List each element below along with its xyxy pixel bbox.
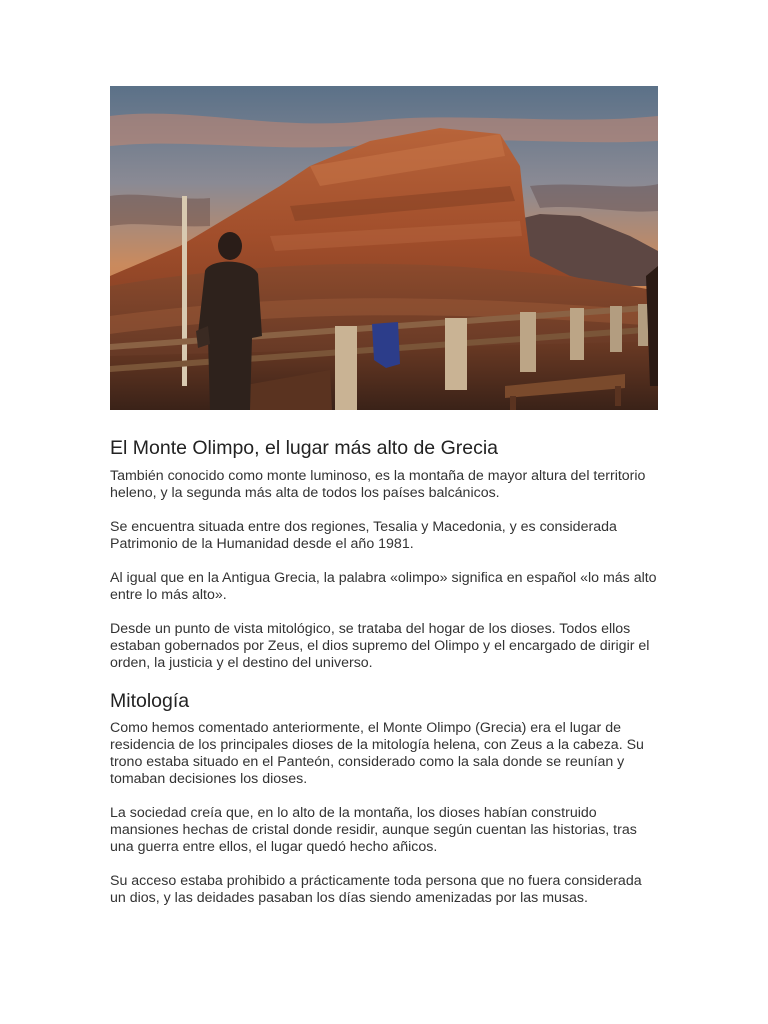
intro-paragraph: Se encuentra situada entre dos regiones, Tesalia y Macedonia, y es considerada Patrimonio de la Humanidad desde el año 1981. bbox=[110, 519, 617, 552]
section-paragraph: La sociedad creía que, en lo alto de la montaña, los dioses habían construido mansiones hechas de cristal donde residir, aunque según cuentan las historias, tras una guerra entre ellos, el lugar quedó hecho añicos. bbox=[110, 805, 637, 855]
mitologia-section bbox=[110, 720, 658, 907]
article-title: El Monte Olimpo, el lugar más alto de Grecia bbox=[110, 437, 499, 459]
intro-section bbox=[110, 468, 658, 672]
section-paragraph: Su acceso estaba prohibido a prácticamente toda persona que no fuera considerada un dios, y las deidades pasaban los días siendo amenizadas por las musas. bbox=[110, 873, 642, 906]
section-heading-mitologia: Mitología bbox=[110, 690, 190, 712]
intro-paragraph: También conocido como monte luminoso, es la montaña de mayor altura del territorio heleno, y la segunda más alta de todos los países balcánicos. bbox=[110, 468, 646, 501]
intro-paragraph: Al igual que en la Antigua Grecia, la palabra «olimpo» significa en español «lo más alto entre lo más alto». bbox=[110, 570, 657, 603]
intro-paragraph: Desde un punto de vista mitológico, se trataba del hogar de los dioses. Todos ellos estaban gobernados por Zeus, el dios supremo del Olimpo y el encargado de dirigir el orden, la justicia y el destino del universo. bbox=[110, 621, 650, 671]
mount-olympus-photo bbox=[110, 86, 658, 410]
document-page bbox=[110, 86, 658, 907]
section-paragraph: Como hemos comentado anteriormente, el Monte Olimpo (Grecia) era el lugar de residencia de los principales dioses de la mitología helena, con Zeus a la cabeza. Su trono estaba situado en el Panteón, considerado como la sala donde se reunían y tomaban decisiones los dioses. bbox=[110, 720, 644, 787]
